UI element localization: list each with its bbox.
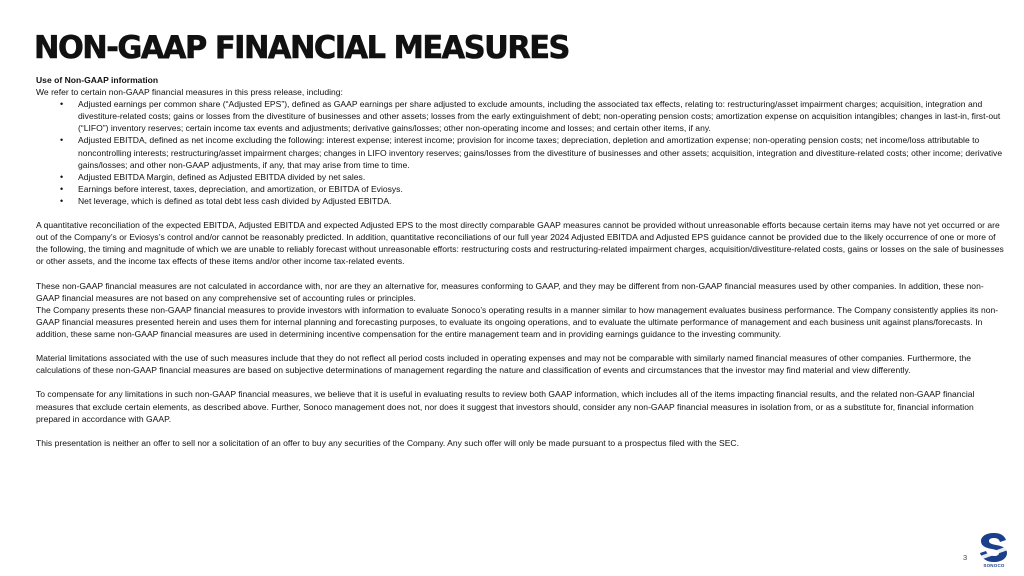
measures-list xyxy=(36,98,1006,207)
list-item: • Adjusted EBITDA Margin, defined as Adjusted EBITDA divided by net sales. xyxy=(36,171,1006,183)
list-item: • Adjusted earnings per common share (“Adjusted EPS”), defined as GAAP earnings per share adjusted to exclude amounts, including the associated tax effects, relating to: restructuring/asset impairment charges; acquisition, integration and divestiture-related costs; gains or losses from the divestiture of businesses and other assets; losses from the early extinguishment of debt; non-operating pension costs; amortization expense on acquisition intangibles; changes in last-in, first-out (“LIFO”) inventory reserves; certain income tax events and adjustments; derivative gains/losses; other non-operating income and losses; and certain other items, if any. xyxy=(36,98,1006,134)
intro-text: We refer to certain non-GAAP financial measures in this press release, including: xyxy=(36,87,343,98)
page-title: NON-GAAP FINANCIAL MEASURES xyxy=(34,30,569,66)
not-calculated-paragraph: These non-GAAP financial measures are not calculated in accordance with, nor are they an alternative for, measures conforming to GAAP, and they may be different from non-GAAP financial measures used by other companies. In addition, these non-GAAP financial measures are not based on any comprehensive set of accounting rules or principles. xyxy=(36,280,984,303)
list-item: • Earnings before interest, taxes, depreciation, and amortization, or EBITDA of Eviosys. xyxy=(36,183,1006,195)
offer-disclaimer: This presentation is neither an offer to sell nor a solicitation of an offer to buy any securities of the Company. Any such offer will only be made pursuant to a prospectus filed with the SEC. xyxy=(36,437,739,448)
list-item: • Adjusted EBITDA, defined as net income excluding the following: interest expense; interest income; provision for income taxes; depreciation, depletion and amortization expense; non-operating pension costs; net income/loss attributable to noncontrolling interests; restructuring/asset impairment charges; changes in LIFO inventory reserves; gains/losses from the divestiture of businesses and other assets; acquisition, integration and divestiture-related costs; other income; derivative gains/losses; and other non-GAAP adjustments, if any, that may arise from time to time. xyxy=(36,134,1006,170)
limitations-paragraph: Material limitations associated with the use of such measures include that they do not reflect all period costs included in operating expenses and may not be comparable with similarly named financial measures of other companies. Furthermore, the calculations of these non-GAAP financial measures are based on subjective determinations of management regarding the nature and classification of events and circumstances that the investor may find material and view differently. xyxy=(36,353,972,376)
list-item: • Net leverage, which is defined as total debt less cash divided by Adjusted EBITDA. xyxy=(36,195,1006,207)
presents-paragraph: The Company presents these non-GAAP financial measures to provide investors with information to evaluate Sonoco’s operating results in a manner similar to how management evaluates business performance. The Company consistently applies its non-GAAP financial measures presented herein and uses them for internal planning and forecasting purposes, to evaluate its ongoing operations, and to evaluate the ultimate performance of management and each business unit against plans/forecasts. In addition, these same non-GAAP financial measures are used in determining incentive compensation for the entire management team and in providing earnings guidance to the investing community. xyxy=(36,304,999,339)
section-subheading: Use of Non-GAAP information xyxy=(36,75,159,85)
body-content xyxy=(36,74,1006,449)
reconciliation-paragraph: A quantitative reconciliation of the expected EBITDA, Adjusted EBITDA and expected Adjusted EPS to the most directly comparable GAAP measures cannot be provided without unreasonable efforts because certain items may have not yet occurred or are out of the Company’s or Eviosys’s control and/or cannot be reasonably predicted. In addition, quantitative reconciliations of our full year 2024 Adjusted EBITDA and Adjusted EPS guidance cannot be provided due to the likely occurrence of one or more of the following, the timing and magnitude of which we are unable to reliably forecast without unreasonable efforts: restructuring costs and restructuring-related impairment charges, acquisition/divestiture-related costs, gains or losses on the sale of businesses or other assets, and the income tax effects of these items and/or other income tax-related events. xyxy=(36,220,1004,267)
page-number: 3 xyxy=(963,553,968,562)
logo-wordmark: SONOCO xyxy=(983,563,1005,568)
compensate-paragraph: To compensate for any limitations in such non-GAAP financial measures, we believe that it is useful in evaluating results to review both GAAP information, which includes all of the items impacting financial results, and the related non-GAAP financial measures that exclude certain elements, as described above. Further, Sonoco management does not, nor does it suggest that investors should, consider any non-GAAP financial measures in isolation from, or as a substitute for, financial information prepared in accordance with GAAP. xyxy=(36,389,975,424)
